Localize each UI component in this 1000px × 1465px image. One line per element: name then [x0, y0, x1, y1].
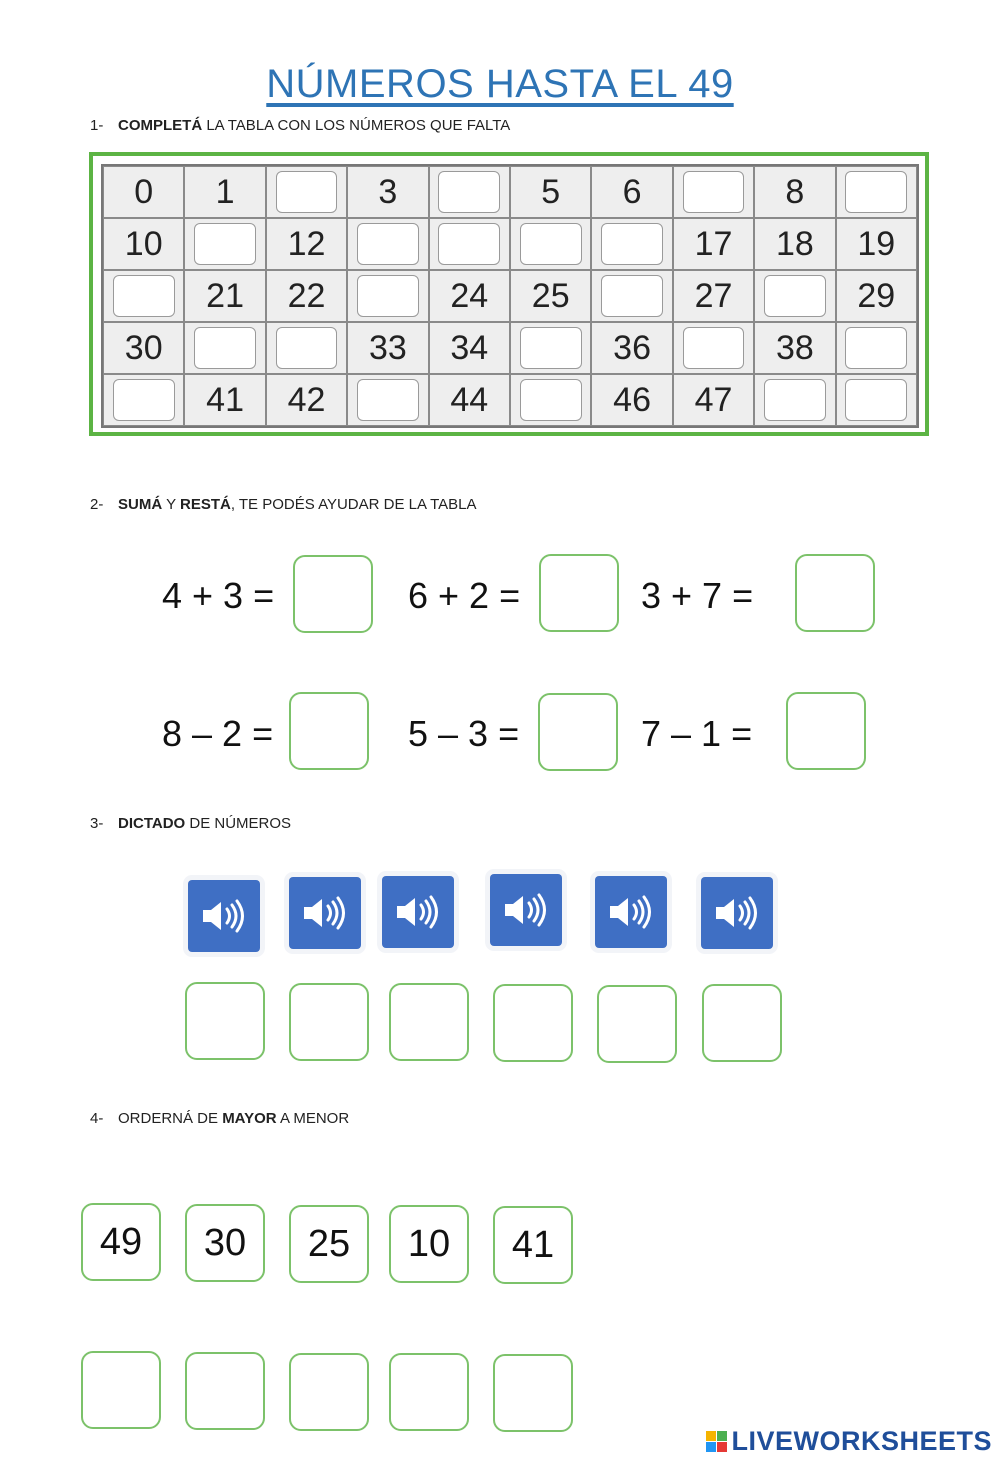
table-cell	[184, 218, 265, 270]
dictation-box[interactable]	[389, 983, 469, 1061]
answer-box[interactable]	[539, 554, 619, 632]
answer-box[interactable]	[289, 692, 369, 770]
table-blank-input[interactable]	[357, 223, 419, 265]
table-cell	[591, 218, 672, 270]
table-cell: 12	[266, 218, 347, 270]
dictation-box[interactable]	[493, 984, 573, 1062]
answer-box[interactable]	[786, 692, 866, 770]
number-card[interactable]: 25	[289, 1205, 369, 1283]
table-blank-input[interactable]	[438, 223, 500, 265]
equation: 3 + 7 =	[641, 575, 754, 616]
play-audio-button[interactable]	[188, 880, 260, 952]
table-cell: 30	[103, 322, 184, 374]
equation: 6 + 2 =	[408, 575, 521, 616]
table-cell: 18	[754, 218, 835, 270]
table-cell	[103, 374, 184, 426]
play-audio-button[interactable]	[701, 877, 773, 949]
number-table-frame	[89, 152, 929, 436]
dictation-box[interactable]	[185, 982, 265, 1060]
speaker-icon	[712, 893, 762, 933]
table-cell	[673, 166, 754, 218]
order-answer-box[interactable]	[389, 1353, 469, 1431]
instruction-2	[90, 496, 476, 513]
table-blank-input[interactable]	[276, 171, 338, 213]
equation: 7 – 1 =	[641, 713, 753, 754]
table-cell	[754, 374, 835, 426]
table-cell: 41	[184, 374, 265, 426]
table-cell	[510, 374, 591, 426]
play-audio-button[interactable]	[289, 877, 361, 949]
number-card[interactable]: 10	[389, 1205, 469, 1283]
instruction-bold: DICTADO	[118, 815, 186, 832]
number-card[interactable]: 41	[493, 1206, 573, 1284]
logo-text: LIVEWORKSHEETS	[731, 1426, 992, 1456]
table-blank-input[interactable]	[520, 223, 582, 265]
instruction-number: 2-	[90, 496, 104, 513]
table-cell: 25	[510, 270, 591, 322]
number-table	[101, 164, 919, 428]
table-blank-input[interactable]	[357, 379, 419, 421]
table-cell: 42	[266, 374, 347, 426]
table-blank-input[interactable]	[113, 275, 175, 317]
speaker-icon	[300, 893, 350, 933]
table-blank-input[interactable]	[764, 275, 826, 317]
instruction-4	[90, 1110, 349, 1127]
order-answer-box[interactable]	[185, 1352, 265, 1430]
table-cell	[347, 218, 428, 270]
table-blank-input[interactable]	[683, 171, 745, 213]
page-title: NÚMEROS HASTA EL 49	[266, 62, 734, 106]
table-cell	[673, 322, 754, 374]
table-cell: 29	[836, 270, 917, 322]
table-cell	[266, 166, 347, 218]
speaker-icon	[199, 896, 249, 936]
table-blank-input[interactable]	[764, 379, 826, 421]
table-cell	[836, 322, 917, 374]
table-cell: 47	[673, 374, 754, 426]
instruction-number: 1-	[90, 117, 104, 134]
instruction-bold: SUMÁ	[118, 496, 163, 513]
table-cell: 24	[429, 270, 510, 322]
table-cell	[429, 166, 510, 218]
instruction-text: Y	[162, 496, 180, 513]
table-blank-input[interactable]	[601, 223, 663, 265]
instruction-bold: RESTÁ	[179, 496, 231, 513]
dictation-box[interactable]	[597, 985, 677, 1063]
table-cell: 5	[510, 166, 591, 218]
instruction-text: , TE PODÉS AYUDAR DE LA TABLA	[230, 496, 477, 513]
table-blank-input[interactable]	[845, 171, 907, 213]
table-cell: 36	[591, 322, 672, 374]
table-cell: 19	[836, 218, 917, 270]
table-cell: 21	[184, 270, 265, 322]
number-card[interactable]: 49	[81, 1203, 161, 1281]
table-blank-input[interactable]	[520, 379, 582, 421]
table-blank-input[interactable]	[683, 327, 745, 369]
table-blank-input[interactable]	[194, 223, 256, 265]
instruction-text: A MENOR	[276, 1110, 350, 1127]
play-audio-button[interactable]	[490, 874, 562, 946]
speaker-icon	[606, 892, 656, 932]
table-cell	[510, 218, 591, 270]
dictation-box[interactable]	[702, 984, 782, 1062]
table-cell: 38	[754, 322, 835, 374]
table-blank-input[interactable]	[601, 275, 663, 317]
table-cell: 6	[591, 166, 672, 218]
table-cell: 1	[184, 166, 265, 218]
answer-box[interactable]	[795, 554, 875, 632]
table-cell: 34	[429, 322, 510, 374]
equation: 8 – 2 =	[162, 713, 274, 754]
table-cell	[266, 322, 347, 374]
table-cell: 8	[754, 166, 835, 218]
equation: 4 + 3 =	[162, 575, 275, 616]
play-audio-button[interactable]	[595, 876, 667, 948]
table-cell	[591, 270, 672, 322]
table-cell: 33	[347, 322, 428, 374]
table-cell: 27	[673, 270, 754, 322]
equation: 5 – 3 =	[408, 713, 520, 754]
order-answer-box[interactable]	[493, 1354, 573, 1432]
table-cell: 10	[103, 218, 184, 270]
table-cell	[836, 374, 917, 426]
table-cell	[103, 270, 184, 322]
order-answer-box[interactable]	[289, 1353, 369, 1431]
table-cell: 0	[103, 166, 184, 218]
table-cell: 44	[429, 374, 510, 426]
instruction-text: LA TABLA CON LOS NÚMEROS QUE FALTA	[202, 117, 511, 134]
table-blank-input[interactable]	[276, 327, 338, 369]
table-cell	[347, 374, 428, 426]
table-cell	[347, 270, 428, 322]
table-blank-input[interactable]	[845, 327, 907, 369]
table-blank-input[interactable]	[520, 327, 582, 369]
instruction-text: ORDERNÁ DE	[118, 1110, 223, 1127]
number-card[interactable]: 30	[185, 1204, 265, 1282]
play-audio-button[interactable]	[382, 876, 454, 948]
table-cell: 22	[266, 270, 347, 322]
dictation-box[interactable]	[289, 983, 369, 1061]
table-blank-input[interactable]	[194, 327, 256, 369]
table-cell	[429, 218, 510, 270]
table-cell	[510, 322, 591, 374]
table-cell	[184, 322, 265, 374]
instruction-number: 4-	[90, 1110, 104, 1127]
liveworksheets-logo	[706, 1426, 992, 1457]
logo-mark-icon	[706, 1431, 727, 1452]
table-cell: 17	[673, 218, 754, 270]
instruction-number: 3-	[90, 815, 104, 832]
table-cell: 3	[347, 166, 428, 218]
instruction-text: DE NÚMEROS	[185, 815, 292, 832]
speaker-icon	[393, 892, 443, 932]
instruction-bold: COMPLETÁ	[118, 117, 203, 134]
speaker-icon	[501, 890, 551, 930]
table-blank-input[interactable]	[113, 379, 175, 421]
table-cell	[836, 166, 917, 218]
answer-box[interactable]	[538, 693, 618, 771]
table-blank-input[interactable]	[438, 171, 500, 213]
table-cell	[754, 270, 835, 322]
instruction-1	[90, 117, 510, 134]
answer-box[interactable]	[293, 555, 373, 633]
instruction-bold: MAYOR	[222, 1110, 277, 1127]
table-blank-input[interactable]	[845, 379, 907, 421]
order-answer-box[interactable]	[81, 1351, 161, 1429]
table-cell: 46	[591, 374, 672, 426]
instruction-3	[90, 815, 291, 832]
table-blank-input[interactable]	[357, 275, 419, 317]
